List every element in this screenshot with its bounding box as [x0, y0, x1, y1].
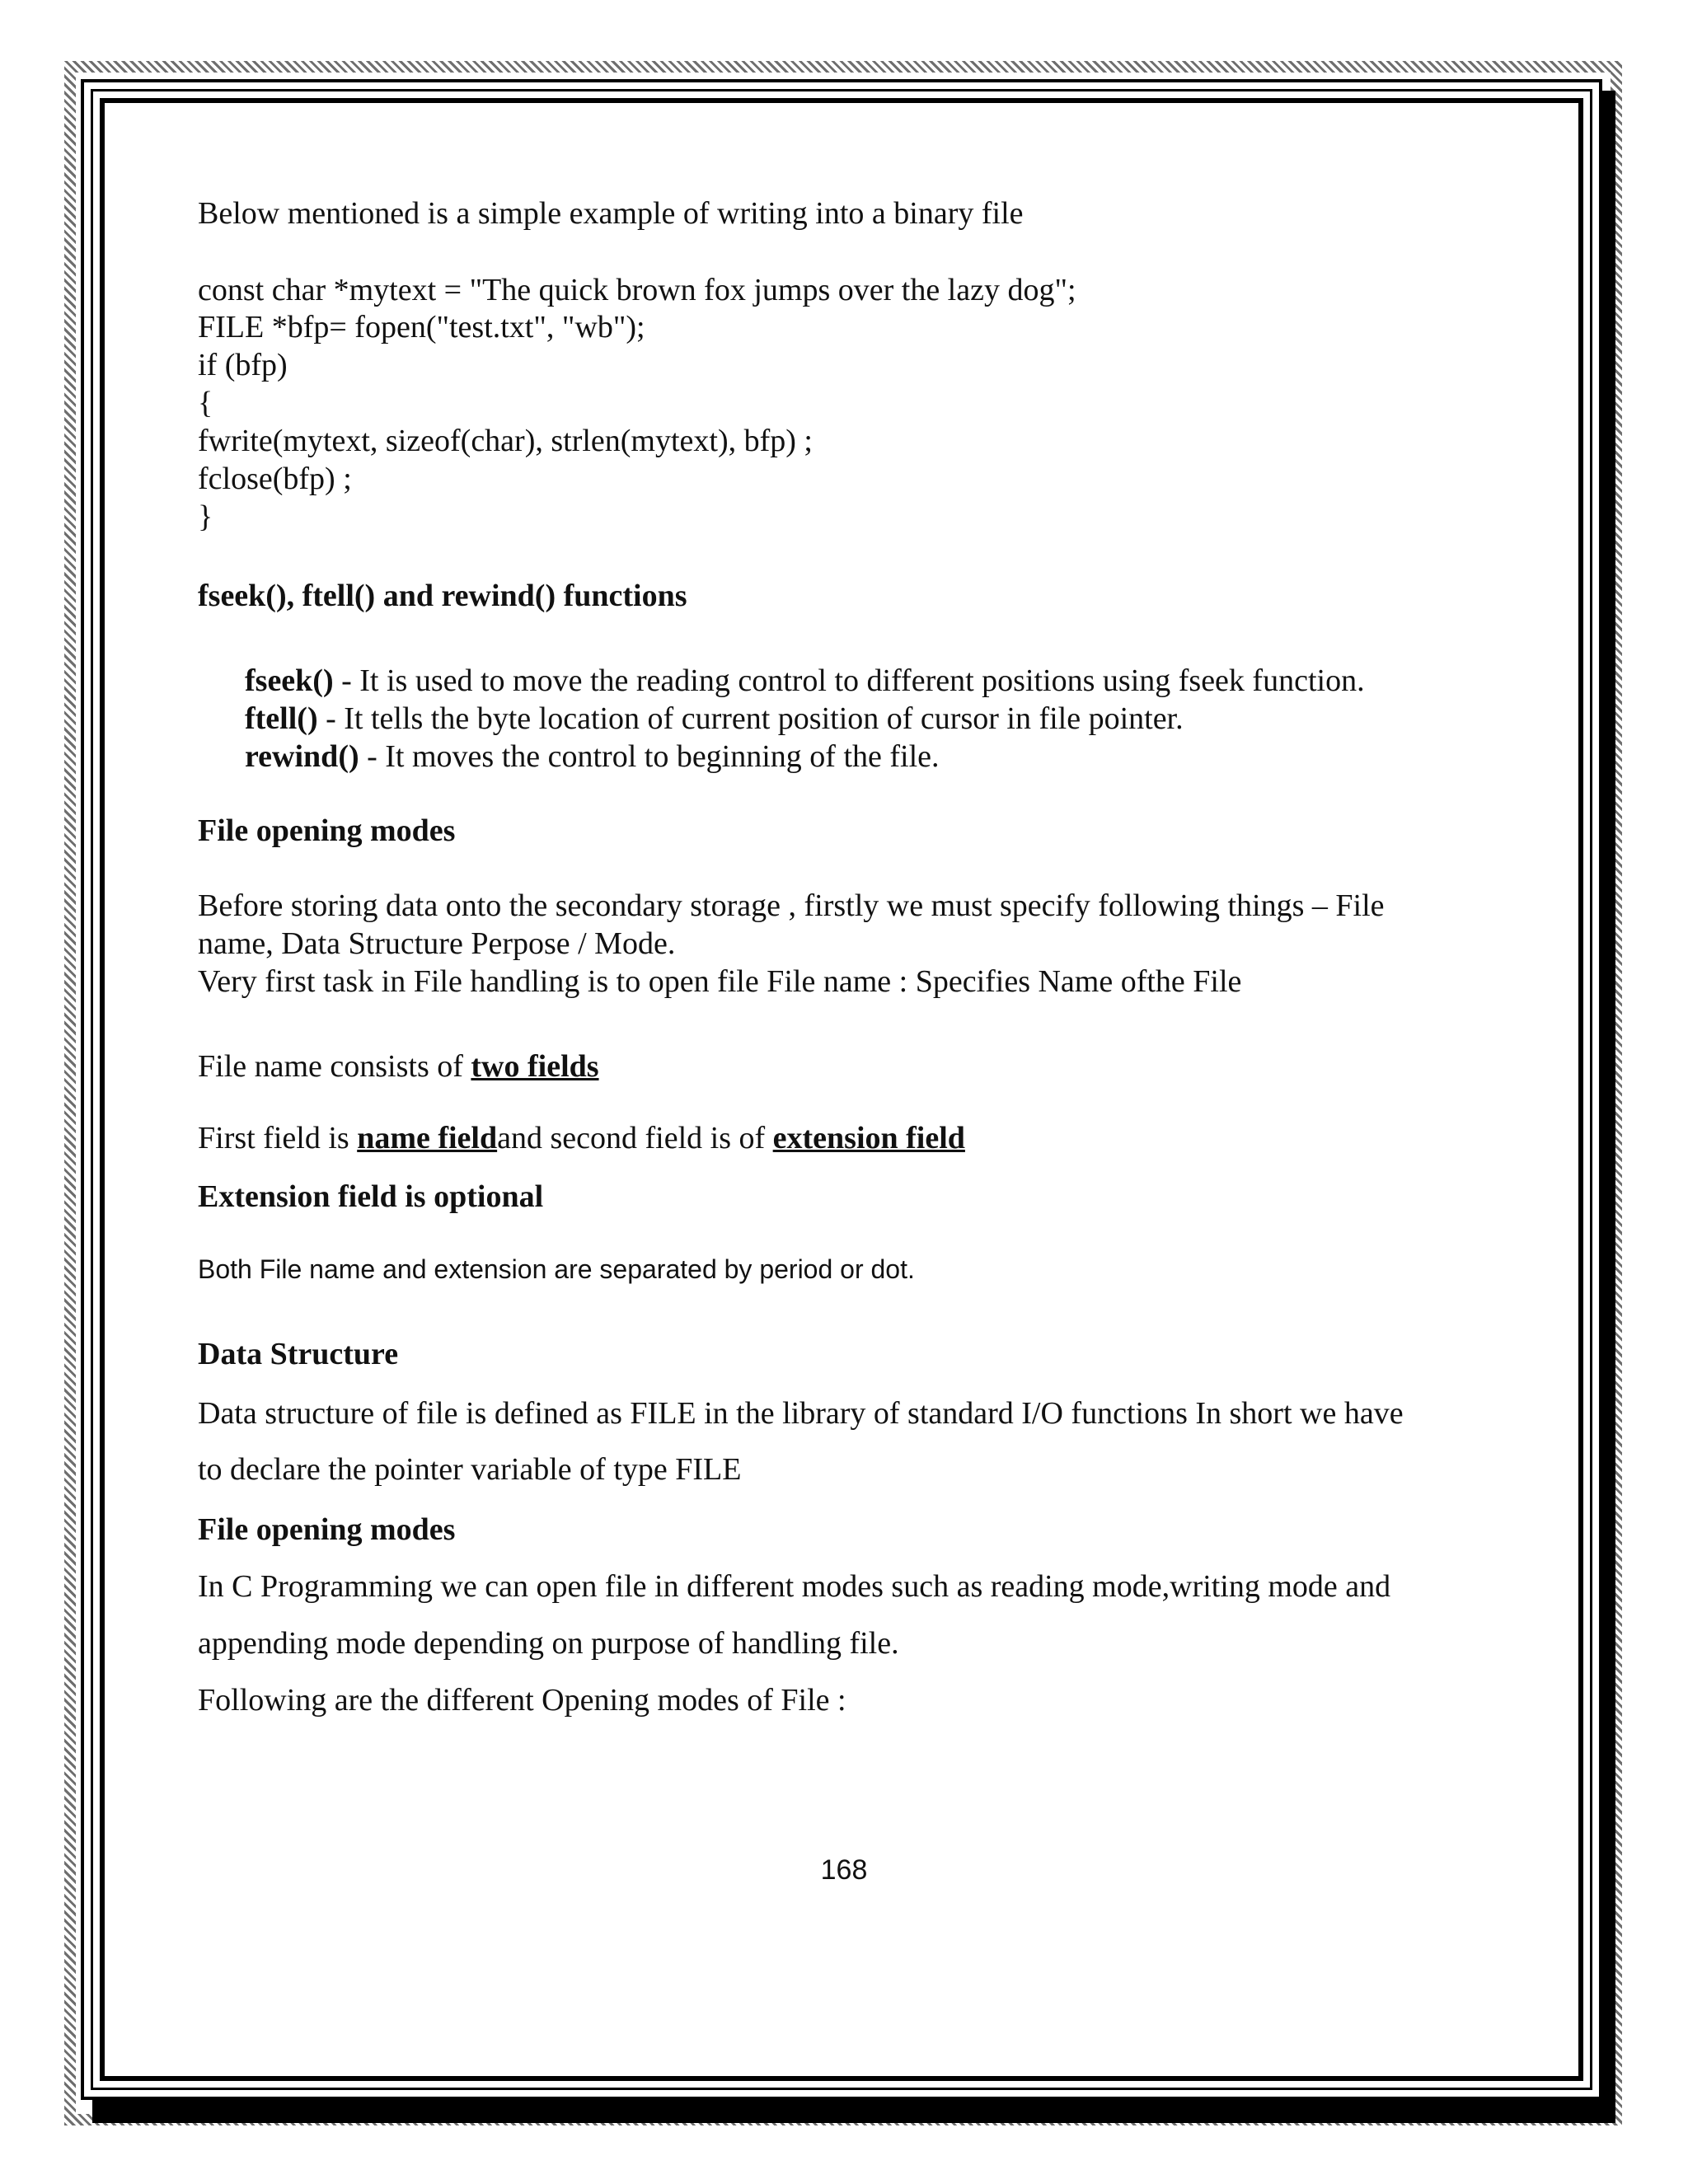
heading-file-opening-modes-2: File opening modes	[198, 1512, 456, 1547]
paragraph-line: Very first task in File handling is to open file File name : Specifies Name ofthe File	[198, 964, 1242, 999]
paragraph-line: Following are the different Opening modes of File :	[198, 1683, 846, 1718]
heading-functions: fseek(), ftell() and rewind() functions	[198, 579, 687, 613]
paragraph-line: Before storing data onto the secondary storage , firstly we must specify following things – File	[198, 888, 1385, 923]
code-line: }	[198, 499, 213, 534]
function-desc: - It tells the byte location of current position of cursor in file pointer.	[317, 701, 1184, 736]
function-name: rewind()	[245, 739, 359, 774]
filename-fields-line	[198, 1047, 599, 1085]
paragraph-line: name, Data Structure Perpose / Mode.	[198, 926, 676, 961]
underlined-term: extension field	[772, 1121, 965, 1155]
code-line: {	[198, 386, 213, 420]
text-run: First field is	[198, 1121, 358, 1155]
code-line: if (bfp)	[198, 348, 288, 382]
heading-data-structure: Data Structure	[198, 1337, 399, 1371]
fields-description-line	[198, 1119, 965, 1157]
underlined-term: two fields	[471, 1049, 599, 1084]
optional-note: Extension field is optional	[198, 1179, 544, 1214]
code-line: fclose(bfp) ;	[198, 462, 352, 496]
underlined-term: name field	[357, 1121, 498, 1155]
text-run: File name consists of	[198, 1049, 471, 1084]
intro-text: Below mentioned is a simple example of writing into a binary file	[198, 196, 1024, 231]
paragraph-line: appending mode depending on purpose of handling file.	[198, 1626, 899, 1661]
paragraph-line: In C Programming we can open file in different modes such as reading mode,writing mode and	[198, 1569, 1391, 1604]
paragraph-line: Data structure of file is defined as FILE in the library of standard I/O functions In short we have	[198, 1396, 1404, 1431]
separator-note: Both File name and extension are separated by period or dot.	[198, 1254, 915, 1284]
code-line: FILE *bfp= fopen("test.txt", "wb");	[198, 310, 645, 344]
page-frame	[81, 79, 1602, 2100]
function-name: ftell()	[245, 701, 318, 736]
code-line: fwrite(mytext, sizeof(char), strlen(mytext), bfp) ;	[198, 424, 813, 458]
function-item	[245, 662, 1365, 700]
page-number: 168	[820, 1854, 868, 1886]
heading-file-opening-modes: File opening modes	[198, 813, 456, 848]
function-desc: - It moves the control to beginning of the file.	[359, 739, 940, 774]
text-run: and second field is of	[497, 1121, 773, 1155]
function-item	[245, 738, 940, 776]
code-line: const char *mytext = "The quick brown fox jumps over the lazy dog";	[198, 273, 1076, 307]
function-name: fseek()	[245, 663, 334, 698]
function-desc: - It is used to move the reading control to different positions using fseek function.	[333, 663, 1365, 698]
paragraph-line: to declare the pointer variable of type FILE	[198, 1452, 742, 1487]
function-item	[245, 700, 1184, 738]
